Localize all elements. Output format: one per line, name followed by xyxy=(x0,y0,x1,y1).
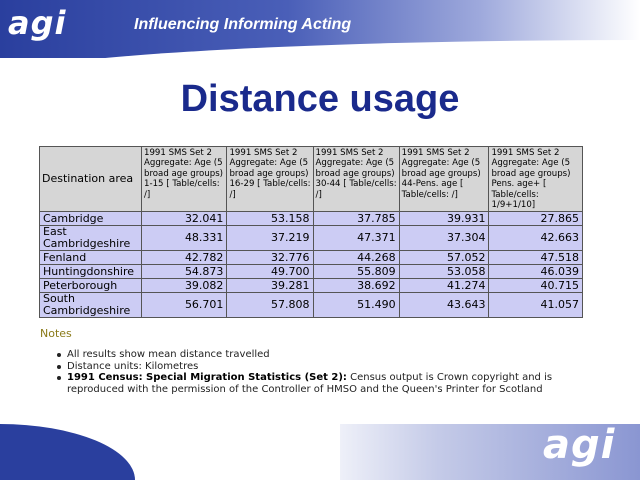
value-cell: 27.865 xyxy=(489,212,583,226)
value-cell: 44.268 xyxy=(313,251,399,265)
note-item xyxy=(55,372,595,395)
footer-swoosh xyxy=(0,424,135,480)
value-cell: 41.057 xyxy=(489,293,583,318)
note-item xyxy=(55,349,595,361)
value-cell: 51.490 xyxy=(313,293,399,318)
column-header-age-16-29: 1991 SMS Set 2 Aggregate: Age (5 broad age groups) 16-29 [ Table/cells: /] xyxy=(227,147,313,212)
tagline: Influencing Informing Acting xyxy=(134,16,352,33)
column-header-age-pens-plus: 1991 SMS Set 2 Aggregate: Age (5 broad age groups) Pens. age+ [ Table/cells: 1/9+1/10] xyxy=(489,147,583,212)
agi-logo: agi xyxy=(8,4,67,42)
value-cell: 43.643 xyxy=(399,293,489,318)
value-cell: 54.873 xyxy=(142,265,227,279)
table-row xyxy=(40,279,583,293)
value-cell: 47.518 xyxy=(489,251,583,265)
area-name: Fenland xyxy=(40,251,142,265)
table-row xyxy=(40,212,583,226)
note-text: Census output is Crown copyright and is reproduced with the permission of the Controller of HMSO and the Queen's Printer for Scotland xyxy=(67,372,553,395)
column-header-age-30-44: 1991 SMS Set 2 Aggregate: Age (5 broad age groups) 30-44 [ Table/cells: /] xyxy=(313,147,399,212)
value-cell: 32.776 xyxy=(227,251,313,265)
value-cell: 38.692 xyxy=(313,279,399,293)
value-cell: 32.041 xyxy=(142,212,227,226)
note-item xyxy=(55,361,595,373)
value-cell: 39.082 xyxy=(142,279,227,293)
note-source-title: 1991 Census: Special Migration Statistics (Set 2): xyxy=(67,372,347,383)
area-name: Huntingdonshire xyxy=(40,265,142,279)
table-row xyxy=(40,251,583,265)
distance-table xyxy=(39,146,583,318)
value-cell: 56.701 xyxy=(142,293,227,318)
value-cell: 53.058 xyxy=(399,265,489,279)
value-cell: 57.808 xyxy=(227,293,313,318)
value-cell: 55.809 xyxy=(313,265,399,279)
note-text: Distance units: Kilometres xyxy=(67,360,199,372)
agi-footer-logo: agi xyxy=(543,422,616,468)
footer-mask xyxy=(120,424,340,480)
table-row xyxy=(40,293,583,318)
value-cell: 41.274 xyxy=(399,279,489,293)
column-header-age-1-15: 1991 SMS Set 2 Aggregate: Age (5 broad age groups) 1-15 [ Table/cells: /] xyxy=(142,147,227,212)
value-cell: 37.785 xyxy=(313,212,399,226)
value-cell: 47.371 xyxy=(313,226,399,251)
value-cell: 39.931 xyxy=(399,212,489,226)
column-header-destination: Destination area xyxy=(40,147,142,212)
value-cell: 42.663 xyxy=(489,226,583,251)
value-cell: 46.039 xyxy=(489,265,583,279)
table-row xyxy=(40,226,583,251)
value-cell: 39.281 xyxy=(227,279,313,293)
value-cell: 37.304 xyxy=(399,226,489,251)
page-title: Distance usage xyxy=(180,78,460,120)
header-swoosh xyxy=(0,40,640,80)
table-header-row xyxy=(40,147,583,212)
area-name: Peterborough xyxy=(40,279,142,293)
notes-list xyxy=(55,349,595,395)
column-header-age-44-pens: 1991 SMS Set 2 Aggregate: Age (5 broad age groups) 44-Pens. age [ Table/cells: /] xyxy=(399,147,489,212)
value-cell: 57.052 xyxy=(399,251,489,265)
value-cell: 49.700 xyxy=(227,265,313,279)
area-name: South Cambridgeshire xyxy=(40,293,142,318)
value-cell: 40.715 xyxy=(489,279,583,293)
value-cell: 37.219 xyxy=(227,226,313,251)
value-cell: 42.782 xyxy=(142,251,227,265)
notes-heading: Notes xyxy=(40,327,72,340)
area-name: East Cambridgeshire xyxy=(40,226,142,251)
table-row xyxy=(40,265,583,279)
value-cell: 53.158 xyxy=(227,212,313,226)
value-cell: 48.331 xyxy=(142,226,227,251)
area-name: Cambridge xyxy=(40,212,142,226)
note-text: All results show mean distance travelled xyxy=(67,349,270,360)
